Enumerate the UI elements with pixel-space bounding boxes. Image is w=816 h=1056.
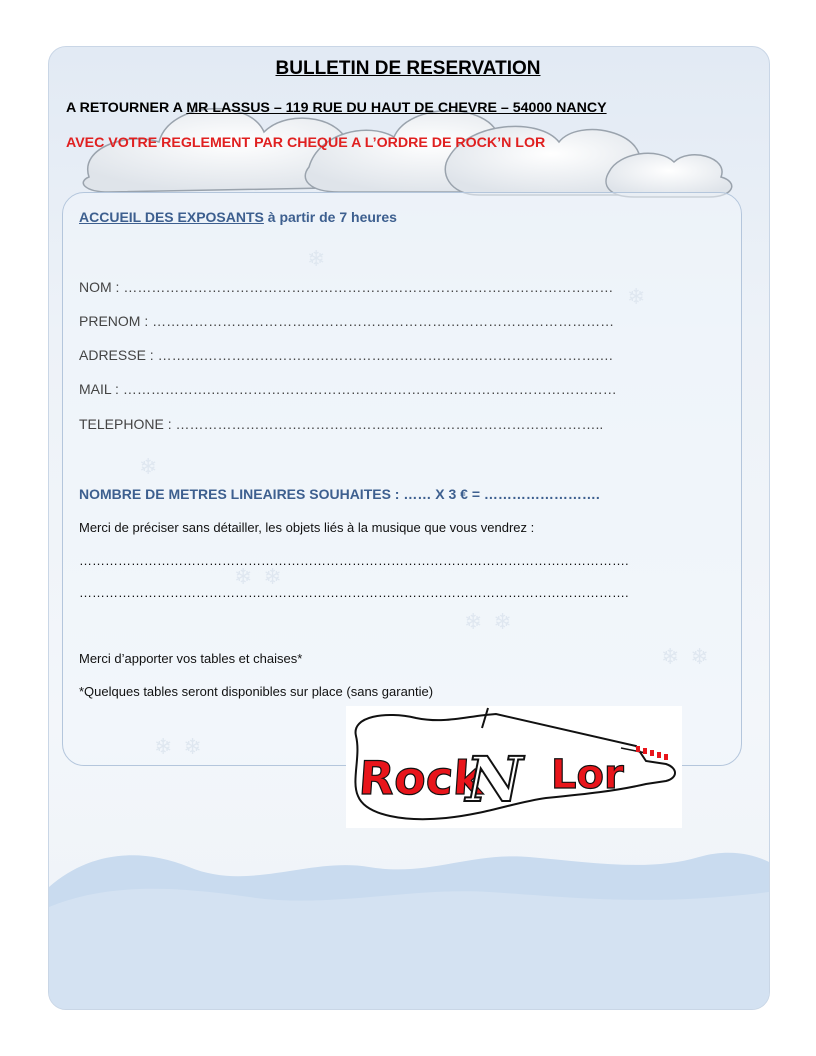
welcome-time: à partir de 7 heures (263, 209, 397, 225)
meters-field[interactable]: NOMBRE DE METRES LINEAIRES SOUHAITES : …… X 3 € = ……………………. (79, 486, 600, 502)
page-title: BULLETIN DE RESERVATION (275, 58, 541, 79)
tables-availability-note: *Quelques tables seront disponibles sur place (sans garantie) (79, 684, 434, 699)
welcome-label: ACCUEIL DES EXPOSANTS (79, 209, 264, 225)
address-main: MR LASSUS – 119 RUE DU HAUT DE CHEVRE – 54000 NANCY (186, 100, 607, 116)
mail-field[interactable]: MAIL : ……………….…………………………………………………………………………… (79, 381, 617, 397)
address-prefix: A RETOURNER A (66, 100, 187, 116)
objects-prompt: Merci de préciser sans détailler, les objets liés à la musique que vous vendrez : (79, 520, 535, 535)
guitar-logo-icon (346, 706, 682, 828)
telephone-field[interactable]: TELEPHONE : ……………………………………………………………………………….. (79, 416, 604, 432)
logo-rock-text: Rock (357, 751, 486, 805)
logo-lor-text: Lor (551, 752, 624, 798)
payment-instructions: AVEC VOTRE REGLEMENT PAR CHEQUE A L’ORDRE DE ROCK’N LOR (66, 135, 546, 151)
return-address (66, 100, 607, 116)
objects-line-2[interactable]: ………………………………………………………………………………………………………………. (79, 585, 629, 600)
prenom-field[interactable]: PRENOM : ……………………………………………………………………………………… (79, 313, 615, 329)
objects-line-1[interactable]: ………………………………………………………………………………………………………………. (79, 553, 629, 568)
adresse-field[interactable]: ADRESSE : ……….………………………………………………………………………….… (79, 347, 614, 363)
nom-field[interactable]: NOM : …………………………………………………………………………………………… (79, 279, 614, 295)
bring-tables-note: Merci d’apporter vos tables et chaises* (79, 651, 303, 666)
snow-wave-decoration (49, 837, 769, 1009)
logo-n-text: N (466, 743, 523, 816)
rocknlor-logo (346, 706, 682, 828)
welcome-heading (79, 209, 397, 225)
